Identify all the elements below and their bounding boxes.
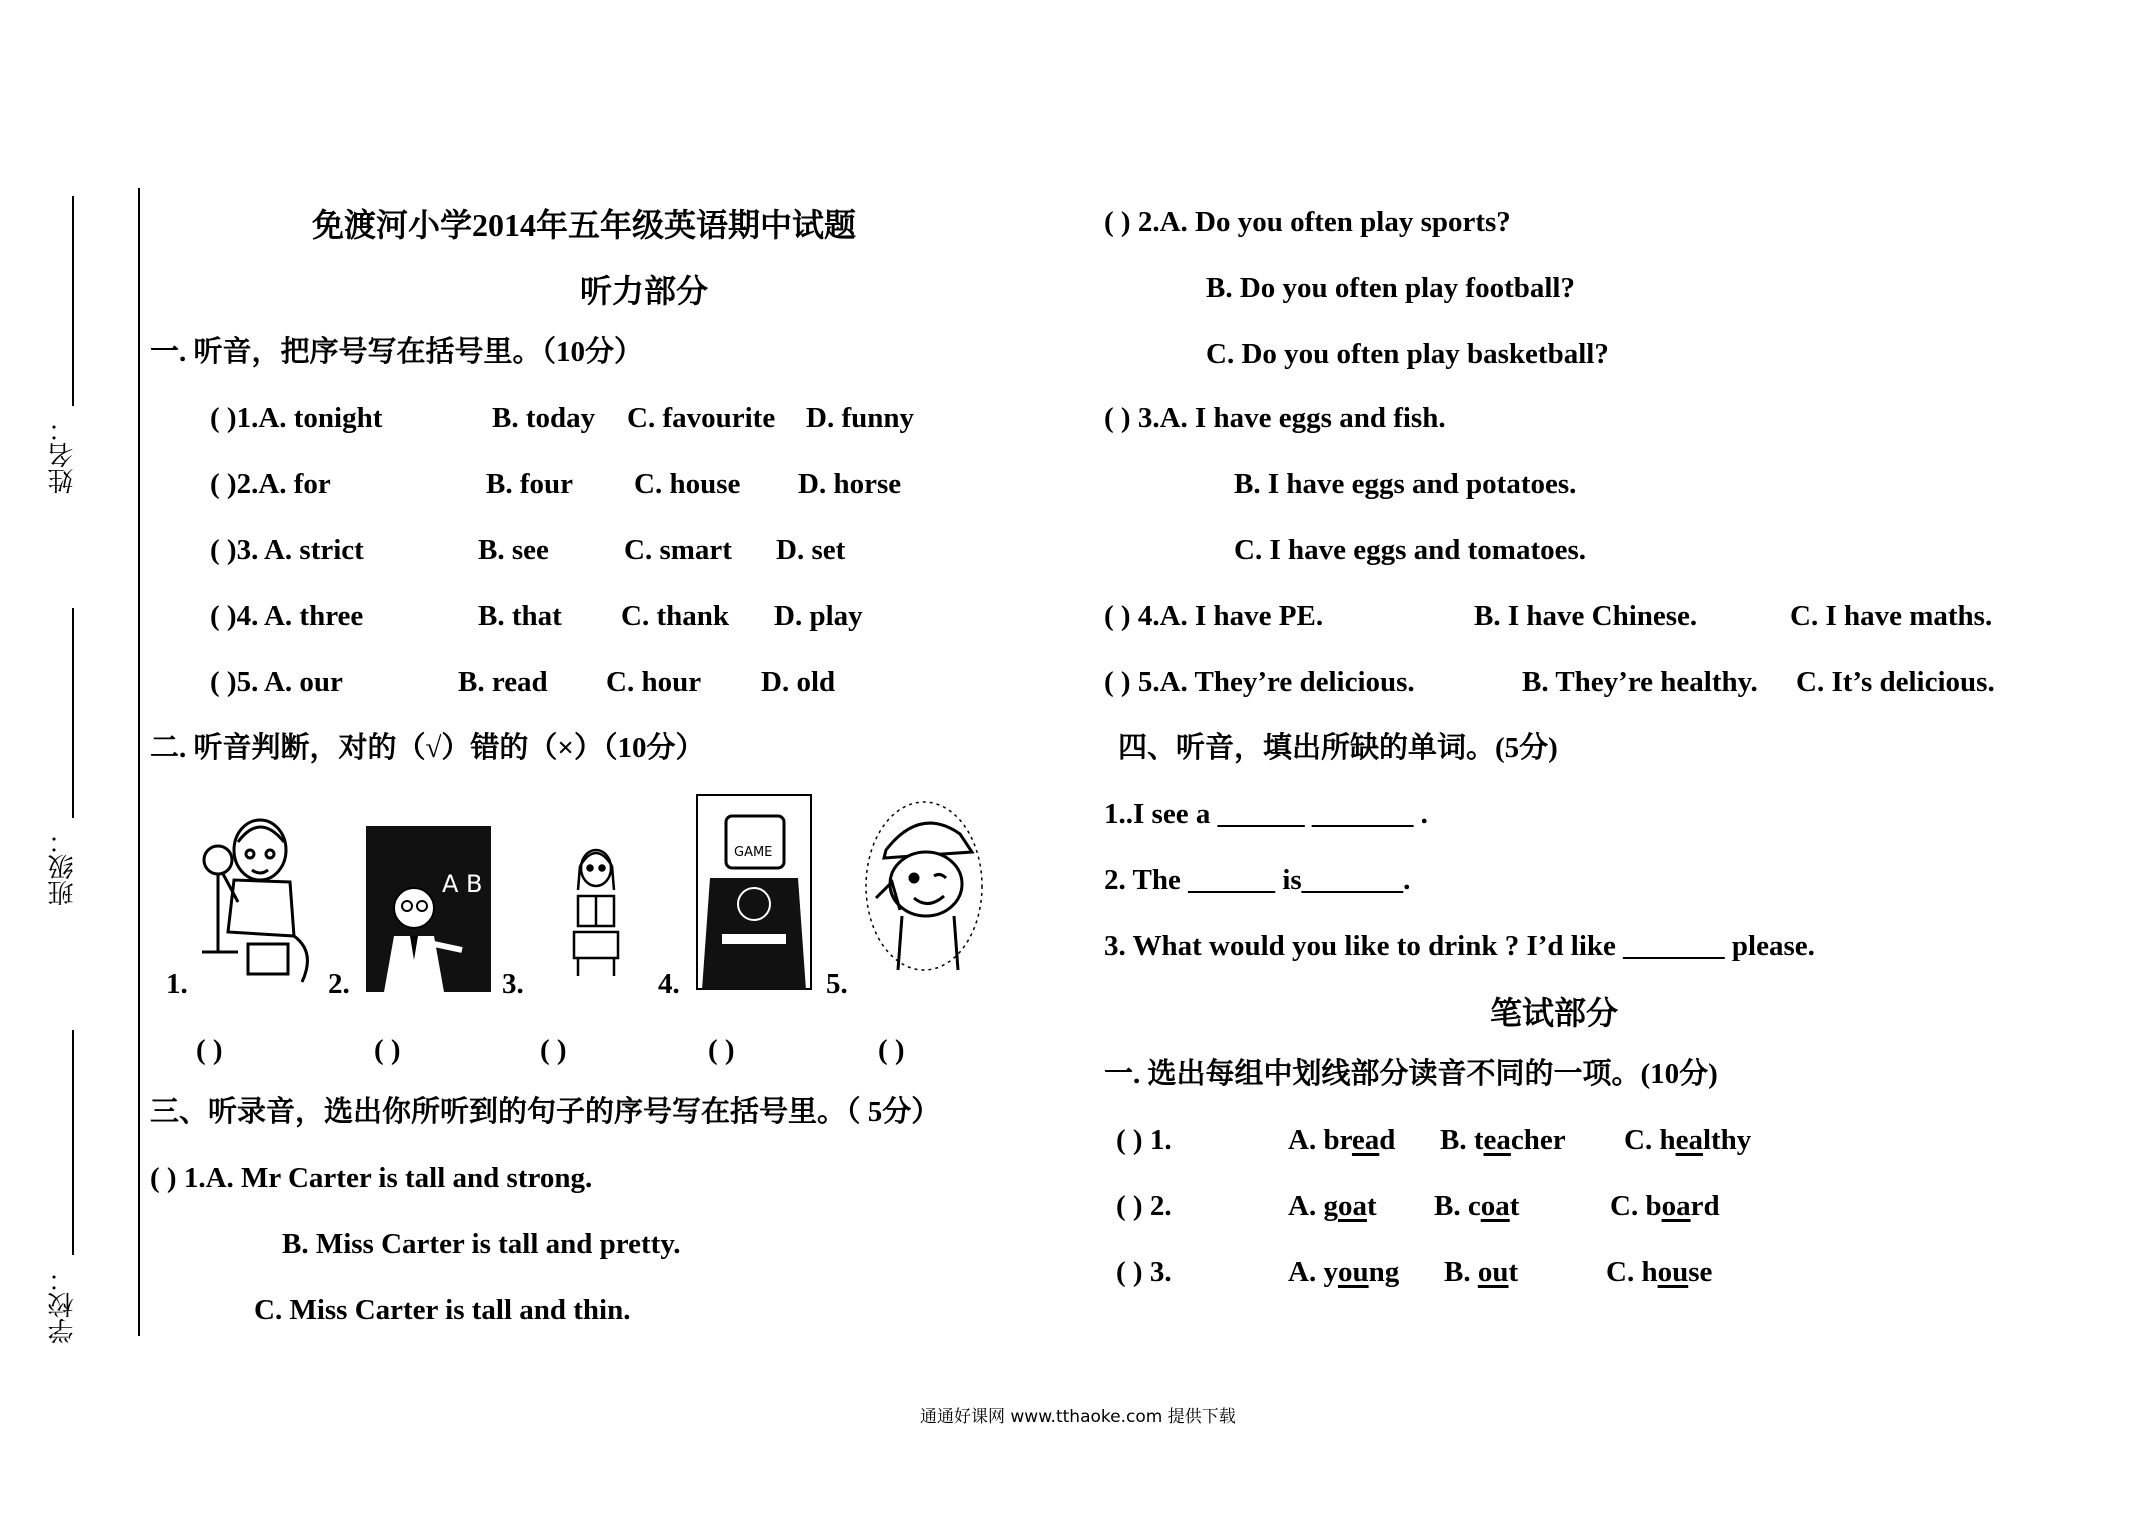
picture-1-singer-illustration — [198, 812, 316, 992]
part3-q3-option-a: ( ) 3.A. I have eggs and fish. — [1104, 402, 1446, 434]
part3-q2-option-a: ( ) 2.A. Do you often play sports? — [1104, 206, 1511, 238]
written-option-b: B. coat — [1434, 1190, 1520, 1222]
picture-1-number: 1. — [166, 968, 188, 1000]
underlined-letters: oa — [1337, 1190, 1367, 1222]
part1-row-prefix: ( )3. A. strict — [210, 534, 364, 566]
part3-q5-option-b: B. They’re healthy. — [1522, 666, 1758, 698]
part1-option-d: D. play — [774, 600, 863, 632]
written-option-b: B. out — [1444, 1256, 1519, 1288]
part1-option-d: D. old — [761, 666, 836, 698]
part2-heading: 二. 听音判断，对的（√）错的（×）（10分） — [150, 732, 705, 764]
part3-q4-option-b: B. I have Chinese. — [1474, 600, 1698, 632]
part3-q1-option-b: B. Miss Carter is tall and pretty. — [282, 1228, 681, 1260]
school-blank-line — [72, 1030, 74, 1255]
part1-option-b: B. today — [492, 402, 596, 434]
picture-4-number: 4. — [658, 968, 680, 1000]
underlined-letters: ea — [1483, 1124, 1511, 1156]
school-label: 学校： — [48, 1266, 78, 1344]
underlined-letters: ea — [1675, 1124, 1703, 1156]
written-part1-heading: 一. 选出每组中划线部分读音不同的一项。(10分) — [1104, 1058, 1718, 1090]
part3-q4-option-a: ( ) 4.A. I have PE. — [1104, 600, 1324, 632]
written-option-a: A. bread — [1288, 1124, 1396, 1156]
picture-2-number: 2. — [328, 968, 350, 1000]
picture-3-girl-reading-illustration — [566, 844, 626, 978]
part1-option-b: B. read — [458, 666, 548, 698]
part1-row-prefix: ( )1.A. tonight — [210, 402, 383, 434]
picture-5-number: 5. — [826, 968, 848, 1000]
part3-q1-option-a: ( ) 1.A. Mr Carter is tall and strong. — [150, 1162, 593, 1194]
written-option-a: A. goat — [1288, 1190, 1377, 1222]
part1-row-prefix: ( )2.A. for — [210, 468, 331, 500]
part1-option-c: C. house — [634, 468, 741, 500]
part1-option-b: B. four — [486, 468, 573, 500]
binding-line — [138, 188, 140, 1336]
part3-q4-option-c: C. I have maths. — [1790, 600, 1993, 632]
name-blank-line — [72, 196, 74, 406]
blackboard-letters: A B — [442, 870, 483, 898]
picture-4-game-player-illustration — [696, 794, 812, 990]
name-label: 姓名： — [48, 416, 78, 494]
part4-line-1: 1..I see a ______ _______ . — [1104, 798, 1428, 830]
picture-5-boy-cap-illustration — [862, 800, 986, 974]
part3-q5-option-a: ( ) 5.A. They’re delicious. — [1104, 666, 1415, 698]
part1-heading: 一. 听音，把序号写在括号里。（10分） — [150, 336, 644, 368]
part1-option-d: D. horse — [798, 468, 902, 500]
written-row-bracket: ( ) 3. — [1116, 1256, 1172, 1288]
listening-section-title: 听力部分 — [580, 273, 709, 309]
written-section-title: 笔试部分 — [1490, 995, 1619, 1031]
picture-1-answer-bracket[interactable]: ( ) — [196, 1034, 223, 1066]
underlined-letters: oa — [1661, 1190, 1691, 1222]
exam-title: 免渡河小学2014年五年级英语期中试题 — [312, 207, 857, 243]
written-option-c: C. house — [1606, 1256, 1713, 1288]
part1-option-b: B. that — [478, 600, 562, 632]
part1-option-c: C. thank — [621, 600, 729, 632]
written-row-bracket: ( ) 2. — [1116, 1190, 1172, 1222]
picture-3-answer-bracket[interactable]: ( ) — [540, 1034, 567, 1066]
part1-option-b: B. see — [478, 534, 549, 566]
part1-row-prefix: ( )5. A. our — [210, 666, 343, 698]
part3-q5-option-c: C. It’s delicious. — [1796, 666, 1995, 698]
picture-2-answer-bracket[interactable]: ( ) — [374, 1034, 401, 1066]
picture-4-answer-bracket[interactable]: ( ) — [708, 1034, 735, 1066]
game-screen-text: GAME — [734, 845, 773, 860]
part1-option-d: D. funny — [806, 402, 914, 434]
footer-credit: 通通好课网 www.tthaoke.com 提供下载 — [920, 1407, 1236, 1427]
picture-2-teacher-illustration — [366, 820, 491, 992]
written-row-bracket: ( ) 1. — [1116, 1124, 1172, 1156]
part3-q1-option-c: C. Miss Carter is tall and thin. — [254, 1294, 631, 1326]
part1-option-d: D. set — [776, 534, 846, 566]
part3-q2-option-b: B. Do you often play football? — [1206, 272, 1575, 304]
part3-q3-option-b: B. I have eggs and potatoes. — [1234, 468, 1577, 500]
underlined-letters: ou — [1657, 1256, 1689, 1288]
part3-q3-option-c: C. I have eggs and tomatoes. — [1234, 534, 1587, 566]
written-option-c: C. board — [1610, 1190, 1720, 1222]
written-option-b: B. teacher — [1440, 1124, 1566, 1156]
part1-option-c: C. smart — [624, 534, 732, 566]
class-label: 班级： — [48, 828, 78, 906]
underlined-letters: ea — [1351, 1124, 1380, 1156]
part1-option-c: C. favourite — [627, 402, 776, 434]
part3-heading: 三、听录音，选出你所听到的句子的序号写在括号里。（ 5分） — [150, 1096, 941, 1128]
part1-row-prefix: ( )4. A. three — [210, 600, 364, 632]
class-blank-line — [72, 608, 74, 818]
picture-5-answer-bracket[interactable]: ( ) — [878, 1034, 905, 1066]
underlined-letters: ou — [1337, 1256, 1369, 1288]
part4-line-3: 3. What would you like to drink ? I’d like _______ please. — [1104, 930, 1815, 962]
picture-3-number: 3. — [502, 968, 524, 1000]
underlined-letters: oa — [1480, 1190, 1510, 1222]
part1-option-c: C. hour — [606, 666, 702, 698]
written-option-c: C. healthy — [1624, 1124, 1752, 1156]
part4-line-2: 2. The ______ is_______. — [1104, 864, 1411, 896]
underlined-letters: ou — [1477, 1256, 1509, 1288]
part3-q2-option-c: C. Do you often play basketball? — [1206, 338, 1609, 370]
part4-heading: 四、听音，填出所缺的单词。(5分) — [1118, 732, 1558, 764]
written-option-a: A. young — [1288, 1256, 1400, 1288]
